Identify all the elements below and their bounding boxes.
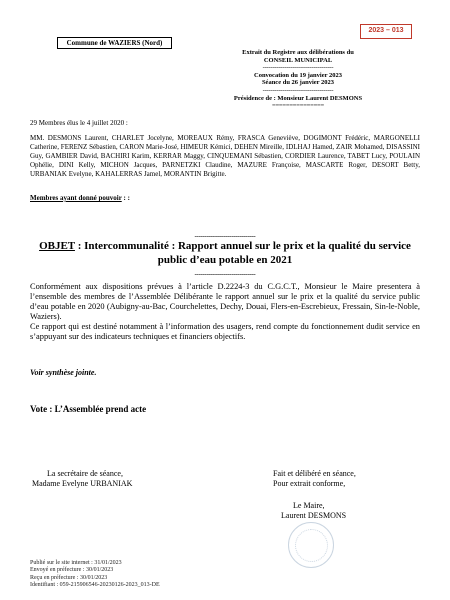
body-text [30,282,420,342]
pouvoir-line [30,194,130,203]
pouvoir-suffix: : : [121,194,130,202]
body-paragraph-1: Conformément aux dispositions prévues à l’article D.2224-3 du C.G.C.T., Monsieur le Maire presentera à l’ensemble des membres de l’Assemblée Délibérante le rapport annuel sur le prix et la qualité du service public d’eau potable en 2020 (Aubigny-au-Bac, Courchelettes, Dechy, Douai, Flers-en-Escrebieux, Fressain, Sin-le-Noble, Waziers). [30,282,420,321]
convocation-date: Convocation du 19 janvier 2023 [254,71,342,79]
synthese-note: Voir synthèse jointe. [30,368,97,377]
document-header [232,49,364,110]
objet-title: : Intercommunalité : Rapport annuel sur le prix et la qualité du service public d’eau potable en 2021 [74,240,411,266]
header-dash2: ------------------------------------ [262,86,334,94]
fait-line: Fait et délibéré en séance, [273,469,356,478]
footer-publie: Publié sur le site internet : 31/01/2023 [30,560,122,566]
footer-recu: Reçu en préfecture : 30/01/2023 [30,574,108,581]
header-line2: CONSEIL MUNICIPAL [263,56,333,64]
maire-name: Laurent DESMONS [281,511,347,520]
commune-box [57,37,172,49]
objet-dash-bottom: ------------------------------ [194,270,256,278]
footer-identifiant: Identifiant : 059-215906546-20230126-2023_013-DE [30,581,160,588]
reference-box [360,24,412,39]
pouvoir-label: Membres ayant donné pouvoir [30,194,122,202]
extrait-line: Pour extrait conforme, [273,479,346,488]
secretaire-block [32,469,133,489]
vote-result: Vote : L’Assemblée prend acte [30,404,147,414]
membres-elus: 29 Membres élus le 4 juillet 2020 : [30,119,128,127]
secretaire-name: Madame Evelyne URBANIAK [32,479,133,488]
header-dash3: =============== [272,102,324,110]
header-line1: Extrait du Registre aux délibérations du [242,49,354,56]
footer-block [30,560,160,589]
header-dash1: ------------------------------------ [262,64,334,72]
commune-name: Commune de WAZIERS (Nord) [66,39,163,47]
objet-heading [30,239,420,267]
reference-number: 2023 – 013 [368,27,404,34]
presidence: Présidence de : Monsieur Laurent DESMONS [233,94,363,102]
body-paragraph-2: Ce rapport qui est destiné notamment à l’information des usagers, rend compte du fonctionnement dudit service en s’appuyant sur des indicateurs techniques et financiers objectifs. [30,322,420,341]
objet-dash-top: ------------------------------ [194,232,256,240]
maire-block [273,469,356,521]
objet-label: OBJET [39,240,75,252]
official-seal [288,522,334,568]
maire-title: Le Maire, [293,501,325,510]
footer-envoye: Envoyé en préfecture : 30/01/2023 [30,567,114,574]
seance-date: Séance du 26 janvier 2023 [261,79,335,87]
secretaire-title: La secrétaire de séance, [47,469,123,478]
membres-liste: MM. DESMONS Laurent, CHARLET Jocelyne, MOREAUX Rémy, FRASCA Geneviève, DOGIMONT Frédéric, MARGONELLI Catherine, FERENZ Sébastien, CARON Marie-José, HIMEUR Kémici, DEHEN Mireille, IDLHAJ Hamed, ZAIR Mohamed, DISASSINI Guy, GAMBIER David, BACHIRI Karim, KERRAR Maggy, CINQUEMANI Sébastien, CORDIER Laurence, TABET Lucy, POULAIN Ophélie, DINI Kelly, MICHON Jacques, PARNETZKI Claudine, MAZURE Françoise, MASCARTE Roger, DESORT Betty, URBANIAK Evelyne, KAHALERRAS Jamel, MORANTIN Brigitte. [30,134,420,178]
